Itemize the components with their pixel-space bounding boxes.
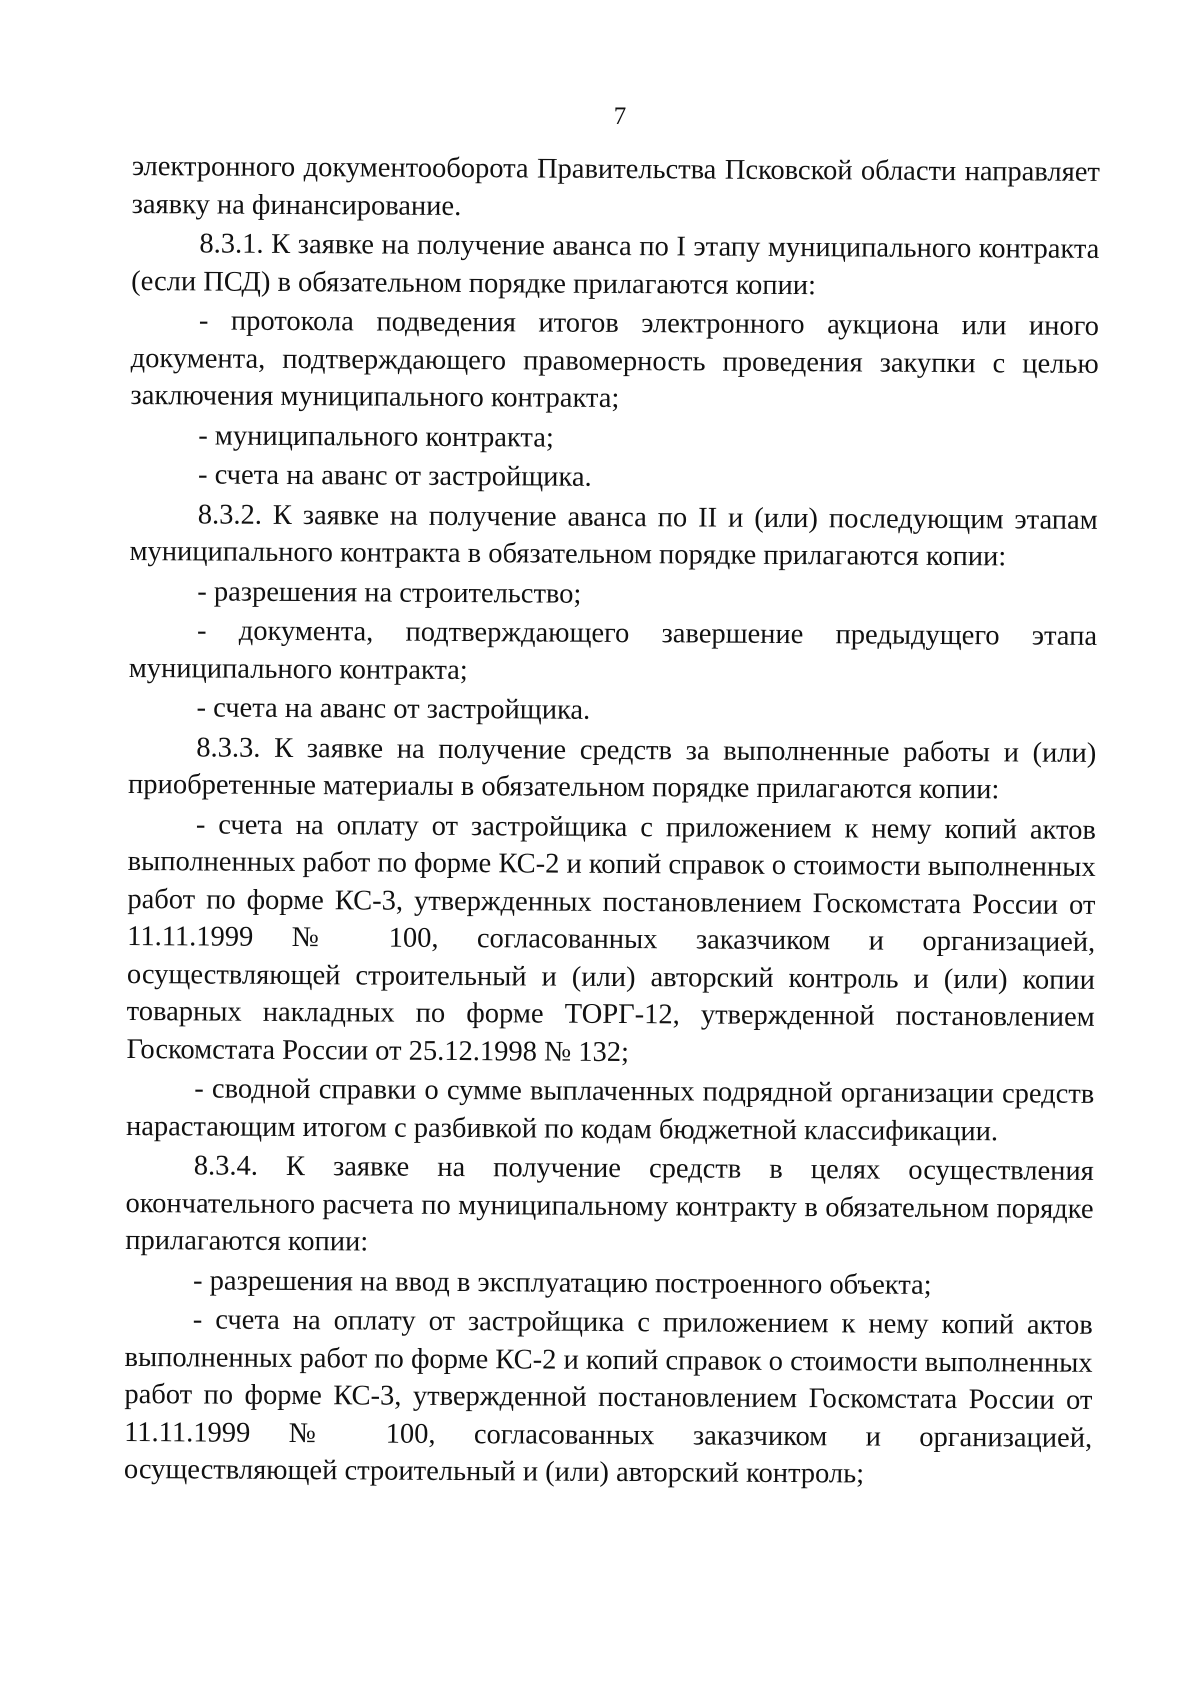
clause-8-3-4: 8.3.4. К заявке на получение средств в целях осуществления окончательного расчета по муниципальному контракту в обязательном порядке прилагаются копии: xyxy=(125,1150,1094,1258)
list-item: - разрешения на строительство; xyxy=(197,575,582,610)
list-item: - документа, подтверждающего завершение предыдущего этапа муниципального контракта; xyxy=(128,615,1098,686)
page-number: 7 xyxy=(613,103,627,130)
list-item: - сводной справки о сумме выплаченных подрядной организации средств нарастающим итогом с разбивкой по кодам бюджетной классификации. xyxy=(125,1073,1095,1147)
list-item: - счета на оплату от застройщика с приложением к нему копий актов выполненных работ по форме КС-2 и копий справок о стоимости выполненных работ по форме КС-3, утвержденной постановлением Госкомстата России от 11.11.1999 № 100, согласованных заказчиком и организацией, осуществляющей строительный и (или) авторский контроль; xyxy=(123,1304,1093,1490)
list-item: - счета на оплату от застройщика с приложением к нему копий актов выполненных работ по форме КС-2 и копий справок о стоимости выполненных работ по форме КС-3, утвержденных постановлением Госкомстата России от 11.11.1999 № 100, согласованных заказчиком и организацией, осуществляющей строительный и (или) авторский контроль и (или) копии товарных накладных по форме ТОРГ-12, утвержденной постановлением Госкомстата России от 25.12.1998 № 132; xyxy=(126,808,1096,1068)
list-item: - муниципального контракта; xyxy=(198,419,554,454)
clause-8-3-2: 8.3.2. К заявке на получение аванса по II и (или) последующим этапам муниципального контракта в обязательном порядке прилагаются копии: xyxy=(129,498,1098,573)
list-item: - счета на аванс от застройщика. xyxy=(196,692,591,726)
clause-8-3-3: 8.3.3. К заявке на получение средств за выполненные работы и (или) приобретенные материалы в обязательном порядке прилагаются копии: xyxy=(128,731,1097,806)
clause-8-3-1: 8.3.1. К заявке на получение аванса по I этапу муниципального контракта (если ПСД) в обязательном порядке прилагаются копии: xyxy=(131,228,1100,301)
paragraph-continuation: электронного документооборота Правительства Псковской области направляет заявку на финансирование. xyxy=(131,150,1100,222)
list-item: - протокола подведения итогов электронного аукциона или иного документа, подтверждающего правомерность проведения закупки с целью заключения муниципального контракта; xyxy=(130,305,1100,414)
document-body xyxy=(124,148,1100,1496)
list-item: - счета на аванс от застройщика. xyxy=(197,459,592,493)
list-item: - разрешения на ввод в эксплуатацию построенного объекта; xyxy=(192,1264,932,1301)
